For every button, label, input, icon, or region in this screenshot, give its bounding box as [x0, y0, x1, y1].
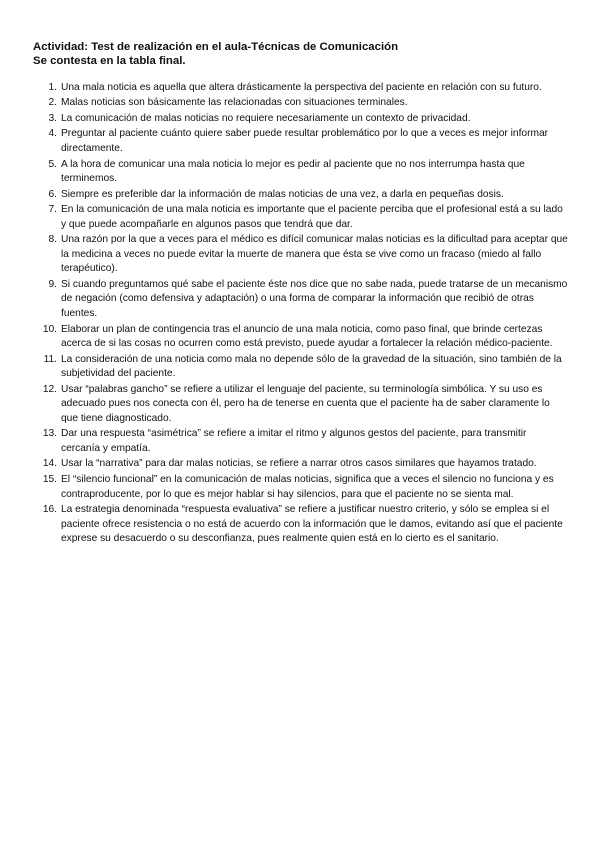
question-number: 3 . [33, 112, 59, 127]
question-text: Usar “palabras gancho” se refiere a utilizar el lenguaje del paciente, su terminología simbólica. Y su uso es adecuado pues nos conecta con él, pero ha de tenerse en cuenta que el paciente ha de saber claramente lo que tiene diagnosticado. [61, 383, 550, 424]
question-number: 2 . [33, 96, 59, 111]
question-number: 7 . [33, 203, 59, 218]
question-item [33, 278, 568, 322]
question-text: Una razón por la que a veces para el médico es difícil comunicar malas noticias es la dificultad para aceptar que la medicina a veces no puede evitar la muerte de manera que ésta se vive como un fracaso (miedo al fallo terapéutico). [61, 234, 568, 275]
question-text: En la comunicación de una mala noticia es importante que el paciente perciba que el profesional está a su lado y que puede acompañarle en algunos pasos que tendrá que dar. [61, 204, 563, 230]
question-item [33, 427, 568, 456]
activity-instructions: Se contesta en la tabla final. [33, 55, 186, 67]
question-text: Si cuando preguntamos qué sabe el paciente éste nos dice que no sabe nada, puede tratarse de un mecanismo de negación (como defensiva y adaptación) o una forma de comparar la información que recibió de otras fuentes. [61, 278, 568, 320]
question-number: 1 . [33, 81, 59, 96]
question-item [33, 233, 568, 277]
question-number: 8 . [33, 233, 59, 248]
question-number: 4 . [33, 127, 59, 142]
activity-title: Actividad: Test de realización en el aula-Técnicas de Comunicación [33, 41, 399, 53]
question-number: 12 . [33, 383, 59, 398]
question-text: Malas noticias son básicamente las relacionadas con situaciones terminales. [61, 97, 408, 109]
question-item [33, 503, 568, 547]
question-item [33, 81, 568, 96]
question-number: 14 . [33, 457, 59, 472]
question-item [33, 96, 568, 111]
document-header [33, 40, 573, 68]
question-text: Preguntar al paciente cuánto quiere saber puede resultar problemático por lo que a veces es mejor informar directamente. [61, 128, 549, 155]
question-item [33, 353, 568, 382]
question-number: 9 . [33, 278, 59, 293]
question-item [33, 127, 568, 156]
question-number: 6 . [33, 188, 59, 203]
question-text: Elaborar un plan de contingencia tras el anuncio de una mala noticia, como paso final, que brinde certezas acerca de si las cosas no ocurren como está previsto, puede ayudar a fortalecer la relación médico-paciente. [61, 323, 553, 350]
question-text: El “silencio funcional” en la comunicación de malas noticias, significa que a veces el silencio no funciona y es contraproducente, por lo que es mejor hablar si hay silencios, para que el paciente no se sienta mal. [61, 473, 554, 500]
question-text: La comunicación de malas noticias no requiere necesariamente un contexto de privacidad. [61, 112, 471, 124]
question-item [33, 112, 568, 127]
question-number: 5 . [33, 158, 59, 173]
question-number: 11 . [33, 353, 59, 368]
question-item [33, 383, 568, 427]
question-text: Siempre es preferible dar la información de malas noticias de una vez, a darla en pequeñas dosis. [61, 188, 504, 200]
question-text: Usar la “narrativa” para dar malas noticias, se refiere a narrar otros casos similares que hayamos tratado. [61, 458, 537, 470]
question-text: Dar una respuesta “asimétrica” se refiere a imitar el ritmo y algunos gestos del paciente, para transmitir cercanía y empatía. [61, 428, 527, 454]
question-text: La consideración de una noticia como mala no depende sólo de la gravedad de la situación, sino también de la subjetividad del paciente. [61, 353, 562, 380]
question-number: 16 . [33, 503, 59, 518]
question-item [33, 323, 568, 352]
question-item [33, 473, 568, 502]
question-number: 13 . [33, 427, 59, 442]
question-item [33, 203, 568, 232]
question-item [33, 457, 568, 472]
question-item [33, 158, 568, 187]
question-number: 10 . [33, 323, 59, 338]
question-text: A la hora de comunicar una mala noticia lo mejor es pedir al paciente que no nos interrumpa hasta que terminemos. [61, 158, 525, 185]
question-text: Una mala noticia es aquella que altera drásticamente la perspectiva del paciente en relación con su futuro. [61, 82, 542, 93]
question-list [33, 81, 568, 548]
question-text: La estrategia denominada “respuesta evaluativa” se refiere a justificar nuestro criterio, y sólo se emplea si el paciente ofrece resistencia o no está de acuerdo con la información que le damos, evitando así que el paciente exprese su desacuerdo o su desconfianza, pues realmente quien está en lo cierto es el sanitario. [61, 503, 563, 545]
question-number: 15 . [33, 473, 59, 488]
question-item [33, 188, 568, 203]
